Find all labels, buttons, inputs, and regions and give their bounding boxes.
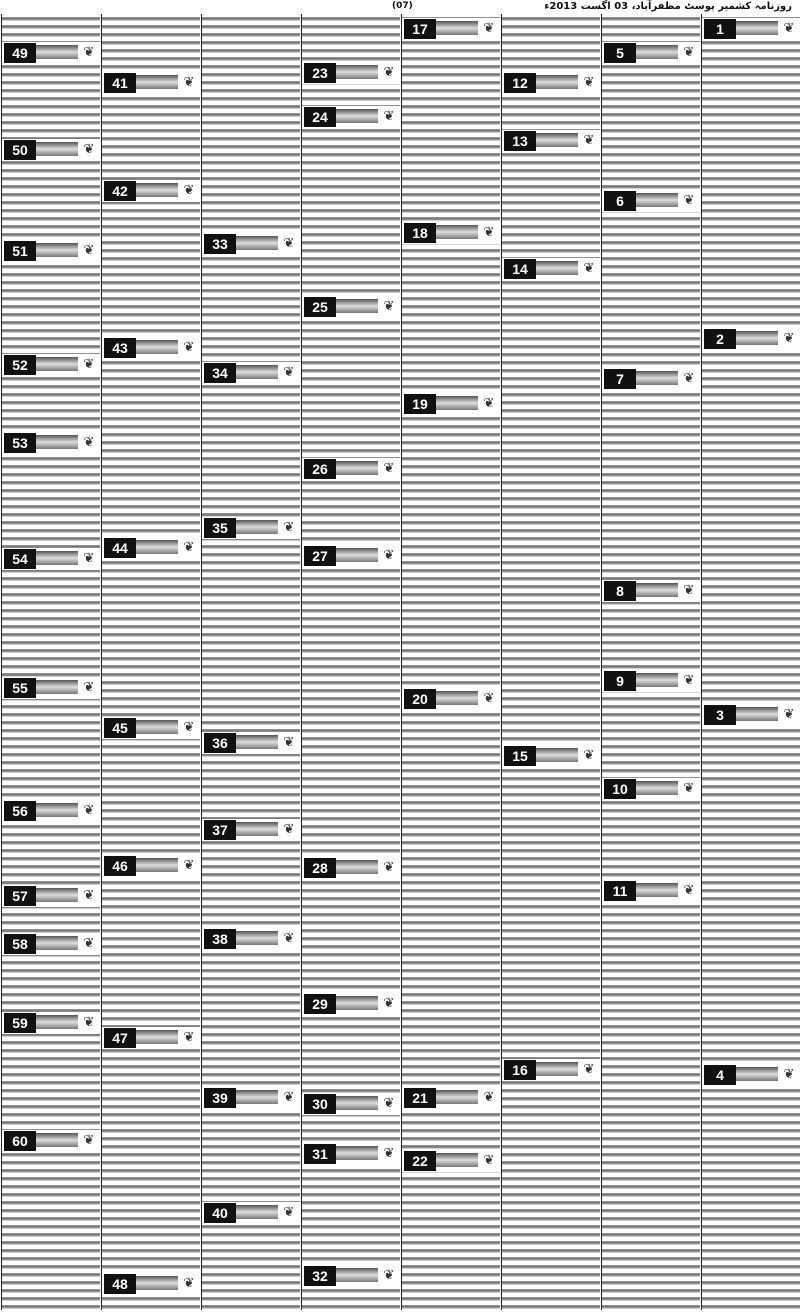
item-number: 33 <box>204 234 236 254</box>
leaf-icon: ❦ <box>83 803 95 818</box>
leaf-icon: ❦ <box>83 1133 95 1148</box>
news-item-marker <box>602 580 700 602</box>
leaf-icon: ❦ <box>283 1205 295 1220</box>
item-number: 45 <box>104 718 136 738</box>
leaf-icon: ❦ <box>183 1276 195 1291</box>
item-number: 50 <box>4 140 36 160</box>
news-item-marker <box>602 670 700 692</box>
news-item-marker <box>402 1150 500 1172</box>
item-number: 9 <box>604 671 636 691</box>
headline-bar <box>436 691 478 705</box>
item-number: 30 <box>304 1094 336 1114</box>
headline-bar <box>236 1205 278 1219</box>
leaf-icon: ❦ <box>483 21 495 36</box>
page-header <box>0 0 800 14</box>
leaf-icon: ❦ <box>383 1146 395 1161</box>
news-item-marker <box>202 233 300 255</box>
headline-bar <box>336 299 378 313</box>
leaf-icon: ❦ <box>683 583 695 598</box>
news-item-marker <box>202 928 300 950</box>
item-number: 35 <box>204 518 236 538</box>
news-item-marker <box>402 688 500 710</box>
item-number: 21 <box>404 1088 436 1108</box>
item-number: 25 <box>304 297 336 317</box>
item-number: 43 <box>104 338 136 358</box>
leaf-icon: ❦ <box>83 45 95 60</box>
headline-bar <box>636 883 678 897</box>
item-number: 52 <box>4 355 36 375</box>
news-item-marker <box>102 72 200 94</box>
news-column <box>201 14 300 1310</box>
item-number: 19 <box>404 394 436 414</box>
item-number: 46 <box>104 856 136 876</box>
item-number: 16 <box>504 1060 536 1080</box>
leaf-icon: ❦ <box>283 236 295 251</box>
news-item-marker <box>502 72 600 94</box>
headline-bar <box>336 548 378 562</box>
news-item-marker <box>102 1027 200 1049</box>
news-item-marker <box>202 362 300 384</box>
headline-bar <box>636 781 678 795</box>
item-number: 1 <box>704 19 736 39</box>
headline-bar <box>336 860 378 874</box>
headline-bar <box>236 735 278 749</box>
leaf-icon: ❦ <box>783 707 795 722</box>
item-number: 38 <box>204 929 236 949</box>
news-item-marker <box>402 222 500 244</box>
leaf-icon: ❦ <box>483 396 495 411</box>
item-number: 60 <box>4 1131 36 1151</box>
headline-bar <box>136 720 178 734</box>
headline-bar <box>436 225 478 239</box>
headline-bar <box>536 75 578 89</box>
news-item-marker <box>2 885 100 907</box>
news-item-marker <box>2 1130 100 1152</box>
leaf-icon: ❦ <box>383 109 395 124</box>
news-column <box>701 14 800 1310</box>
headline-bar <box>636 583 678 597</box>
news-item-marker <box>602 778 700 800</box>
leaf-icon: ❦ <box>83 680 95 695</box>
leaf-icon: ❦ <box>583 748 595 763</box>
news-item-marker <box>2 354 100 376</box>
leaf-icon: ❦ <box>383 996 395 1011</box>
news-item-marker <box>2 933 100 955</box>
headline-bar <box>436 21 478 35</box>
leaf-icon: ❦ <box>383 299 395 314</box>
leaf-icon: ❦ <box>183 75 195 90</box>
headline-bar <box>36 680 78 694</box>
headline-bar <box>536 133 578 147</box>
news-item-marker <box>2 1012 100 1034</box>
leaf-icon: ❦ <box>83 243 95 258</box>
news-item-marker <box>2 432 100 454</box>
headline-bar <box>336 1146 378 1160</box>
headline-bar <box>636 371 678 385</box>
headline-bar <box>736 1067 778 1081</box>
item-number: 4 <box>704 1065 736 1085</box>
headline-bar <box>436 396 478 410</box>
leaf-icon: ❦ <box>483 1090 495 1105</box>
item-number: 14 <box>504 259 536 279</box>
headline-bar <box>36 142 78 156</box>
news-item-marker <box>302 106 400 128</box>
headline-bar <box>436 1153 478 1167</box>
leaf-icon: ❦ <box>583 1062 595 1077</box>
leaf-icon: ❦ <box>183 183 195 198</box>
news-item-marker <box>2 42 100 64</box>
news-item-marker <box>702 18 800 40</box>
item-number: 40 <box>204 1203 236 1223</box>
news-item-marker <box>302 857 400 879</box>
item-number: 53 <box>4 433 36 453</box>
leaf-icon: ❦ <box>683 371 695 386</box>
news-item-marker <box>302 296 400 318</box>
item-number: 12 <box>504 73 536 93</box>
news-item-marker <box>102 337 200 359</box>
news-item-marker <box>102 855 200 877</box>
leaf-icon: ❦ <box>283 735 295 750</box>
headline-bar <box>36 551 78 565</box>
news-item-marker <box>502 258 600 280</box>
leaf-icon: ❦ <box>383 860 395 875</box>
headline-bar <box>736 21 778 35</box>
news-item-marker <box>202 819 300 841</box>
leaf-icon: ❦ <box>683 193 695 208</box>
leaf-icon: ❦ <box>783 21 795 36</box>
leaf-icon: ❦ <box>83 435 95 450</box>
news-item-marker <box>102 717 200 739</box>
news-item-marker <box>202 517 300 539</box>
headline-bar <box>736 707 778 721</box>
leaf-icon: ❦ <box>83 888 95 903</box>
news-column <box>401 14 500 1310</box>
news-item-marker <box>402 393 500 415</box>
headline-bar <box>536 748 578 762</box>
item-number: 36 <box>204 733 236 753</box>
item-number: 42 <box>104 181 136 201</box>
leaf-icon: ❦ <box>483 225 495 240</box>
headline-bar <box>236 520 278 534</box>
item-number: 27 <box>304 546 336 566</box>
item-number: 17 <box>404 19 436 39</box>
leaf-icon: ❦ <box>783 1067 795 1082</box>
leaf-icon: ❦ <box>283 520 295 535</box>
leaf-icon: ❦ <box>683 781 695 796</box>
headline-bar <box>436 1090 478 1104</box>
leaf-icon: ❦ <box>383 1096 395 1111</box>
headline-bar <box>536 261 578 275</box>
news-item-marker <box>102 1273 200 1295</box>
headline-bar <box>636 673 678 687</box>
leaf-icon: ❦ <box>383 461 395 476</box>
news-item-marker <box>202 732 300 754</box>
news-item-marker <box>202 1202 300 1224</box>
leaf-icon: ❦ <box>583 75 595 90</box>
news-item-marker <box>302 545 400 567</box>
leaf-icon: ❦ <box>683 673 695 688</box>
news-item-marker <box>602 880 700 902</box>
item-number: 55 <box>4 678 36 698</box>
news-item-marker <box>302 458 400 480</box>
news-item-marker <box>502 745 600 767</box>
headline-bar <box>136 540 178 554</box>
news-item-marker <box>302 1143 400 1165</box>
headline-bar <box>136 75 178 89</box>
item-number: 7 <box>604 369 636 389</box>
item-number: 24 <box>304 107 336 127</box>
leaf-icon: ❦ <box>383 1268 395 1283</box>
headline-bar <box>36 435 78 449</box>
leaf-icon: ❦ <box>183 1030 195 1045</box>
item-number: 13 <box>504 131 536 151</box>
news-item-marker <box>302 1265 400 1287</box>
headline-bar <box>36 803 78 817</box>
leaf-icon: ❦ <box>783 331 795 346</box>
headline-bar <box>36 888 78 902</box>
headline-bar <box>336 996 378 1010</box>
news-item-marker <box>2 677 100 699</box>
news-item-marker <box>302 993 400 1015</box>
news-column <box>301 14 400 1310</box>
headline-bar <box>236 236 278 250</box>
headline-bar <box>636 45 678 59</box>
headline-bar <box>36 243 78 257</box>
item-number: 37 <box>204 820 236 840</box>
news-column <box>1 14 100 1310</box>
leaf-icon: ❦ <box>383 548 395 563</box>
headline-bar <box>336 109 378 123</box>
headline-bar <box>136 1276 178 1290</box>
item-number: 47 <box>104 1028 136 1048</box>
news-item-marker <box>102 180 200 202</box>
news-column <box>501 14 600 1310</box>
news-item-marker <box>502 130 600 152</box>
headline-bar <box>336 1096 378 1110</box>
headline-bar <box>36 1133 78 1147</box>
headline-bar <box>336 461 378 475</box>
item-number: 41 <box>104 73 136 93</box>
headline-bar <box>36 1015 78 1029</box>
news-item-marker <box>402 18 500 40</box>
item-number: 57 <box>4 886 36 906</box>
headline-bar <box>236 365 278 379</box>
item-number: 11 <box>604 881 636 901</box>
news-column <box>601 14 700 1310</box>
item-number: 58 <box>4 934 36 954</box>
item-number: 2 <box>704 329 736 349</box>
item-number: 23 <box>304 63 336 83</box>
news-item-marker <box>202 1087 300 1109</box>
item-number: 31 <box>304 1144 336 1164</box>
news-item-marker <box>502 1059 600 1081</box>
headline-bar <box>236 1090 278 1104</box>
item-number: 54 <box>4 549 36 569</box>
item-number: 29 <box>304 994 336 1014</box>
headline-bar <box>136 1030 178 1044</box>
news-item-marker <box>602 42 700 64</box>
item-number: 28 <box>304 858 336 878</box>
leaf-icon: ❦ <box>483 1153 495 1168</box>
leaf-icon: ❦ <box>83 357 95 372</box>
item-number: 32 <box>304 1266 336 1286</box>
headline-bar <box>236 931 278 945</box>
item-number: 18 <box>404 223 436 243</box>
item-number: 44 <box>104 538 136 558</box>
headline-bar <box>36 357 78 371</box>
item-number: 56 <box>4 801 36 821</box>
news-item-marker <box>2 240 100 262</box>
leaf-icon: ❦ <box>83 1015 95 1030</box>
item-number: 34 <box>204 363 236 383</box>
leaf-icon: ❦ <box>183 858 195 873</box>
news-column <box>101 14 200 1310</box>
leaf-icon: ❦ <box>283 822 295 837</box>
leaf-icon: ❦ <box>583 261 595 276</box>
leaf-icon: ❦ <box>183 340 195 355</box>
item-number: 51 <box>4 241 36 261</box>
headline-bar <box>336 1268 378 1282</box>
leaf-icon: ❦ <box>83 551 95 566</box>
news-item-marker <box>102 537 200 559</box>
item-number: 3 <box>704 705 736 725</box>
headline-bar <box>636 193 678 207</box>
news-item-marker <box>302 62 400 84</box>
headline-bar <box>736 331 778 345</box>
item-number: 49 <box>4 43 36 63</box>
item-number: 15 <box>504 746 536 766</box>
news-item-marker <box>602 190 700 212</box>
leaf-icon: ❦ <box>683 45 695 60</box>
item-number: 59 <box>4 1013 36 1033</box>
headline-bar <box>136 340 178 354</box>
item-number: 22 <box>404 1151 436 1171</box>
newspaper-title: روزنامہ کشمیر پوسٹ مظفرآباد، 03 اگست 2013ء <box>544 1 792 12</box>
news-item-marker <box>702 1064 800 1086</box>
item-number: 8 <box>604 581 636 601</box>
leaf-icon: ❦ <box>283 1090 295 1105</box>
headline-bar <box>136 858 178 872</box>
item-number: 48 <box>104 1274 136 1294</box>
headline-bar <box>136 183 178 197</box>
news-item-marker <box>702 704 800 726</box>
leaf-icon: ❦ <box>483 691 495 706</box>
leaf-icon: ❦ <box>383 65 395 80</box>
news-item-marker <box>2 548 100 570</box>
item-number: 10 <box>604 779 636 799</box>
headline-bar <box>236 822 278 836</box>
news-item-marker <box>302 1093 400 1115</box>
leaf-icon: ❦ <box>183 540 195 555</box>
leaf-icon: ❦ <box>83 936 95 951</box>
item-number: 26 <box>304 459 336 479</box>
item-number: 6 <box>604 191 636 211</box>
headline-bar <box>536 1062 578 1076</box>
leaf-icon: ❦ <box>283 365 295 380</box>
item-number: 5 <box>604 43 636 63</box>
news-item-marker <box>2 800 100 822</box>
item-number: 20 <box>404 689 436 709</box>
news-item-marker <box>402 1087 500 1109</box>
headline-bar <box>36 45 78 59</box>
news-item-marker <box>2 139 100 161</box>
news-item-marker <box>702 328 800 350</box>
headline-bar <box>336 65 378 79</box>
page-number: (07) <box>392 1 413 11</box>
leaf-icon: ❦ <box>583 133 595 148</box>
item-number: 39 <box>204 1088 236 1108</box>
headline-bar <box>36 936 78 950</box>
leaf-icon: ❦ <box>183 720 195 735</box>
leaf-icon: ❦ <box>283 931 295 946</box>
news-item-marker <box>602 368 700 390</box>
leaf-icon: ❦ <box>83 142 95 157</box>
leaf-icon: ❦ <box>683 883 695 898</box>
